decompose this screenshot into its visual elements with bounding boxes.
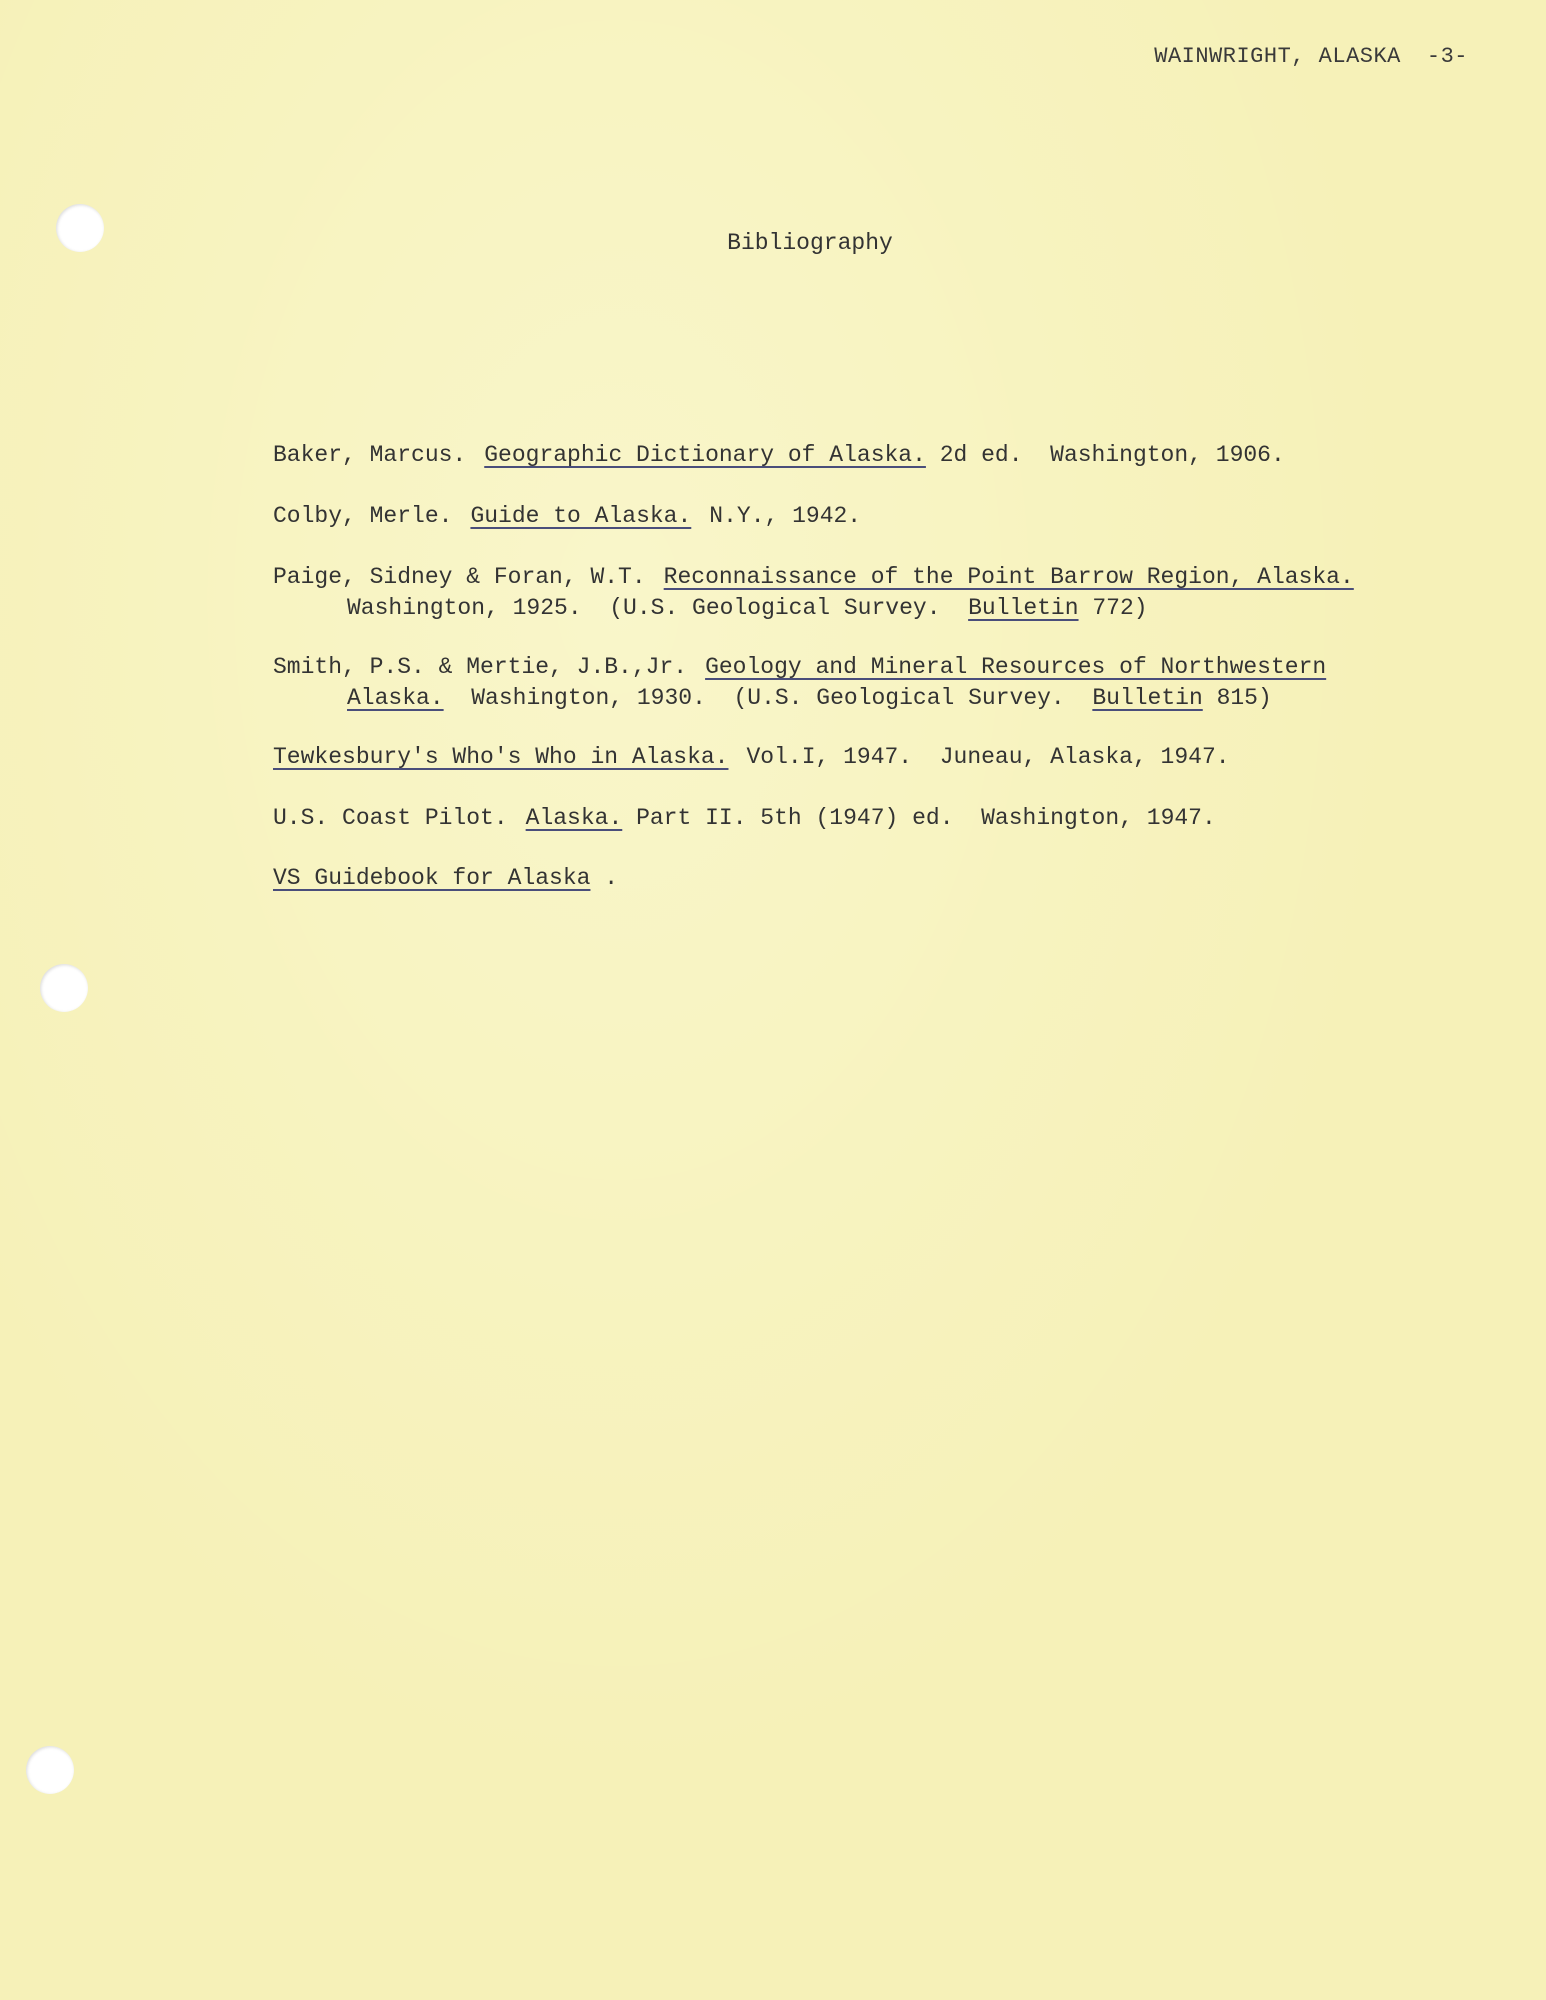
page-header <box>1154 44 1468 69</box>
bibliography-entry-baker <box>273 440 1285 471</box>
bibliography-entry-smith <box>273 652 1326 714</box>
entry-details: . <box>604 865 619 891</box>
header-place: WAINWRIGHT, ALASKA <box>1154 44 1401 69</box>
bibliography-entry-tewkesbury <box>273 742 1230 773</box>
punch-hole-bottom <box>26 1746 74 1794</box>
page-number: -3- <box>1426 44 1468 69</box>
entry-details-number: 772) <box>1092 595 1148 621</box>
entry-details-number: 815) <box>1216 685 1272 711</box>
page-title: Bibliography <box>727 230 893 256</box>
entry-author: Colby, Merle. <box>273 503 453 529</box>
entry-title: Guide to Alaska. <box>470 503 692 529</box>
entry-title: Tewkesbury's Who's Who in Alaska. <box>273 744 729 770</box>
entry-author: U.S. Coast Pilot. <box>273 805 508 831</box>
entry-details: N.Y., 1942. <box>709 503 862 529</box>
bibliography-entry-vs-guidebook <box>273 863 618 894</box>
entry-details: Part II. 5th (1947) ed. Washington, 1947. <box>636 805 1216 831</box>
bibliography-entry-coast-pilot <box>273 803 1216 834</box>
entry-title: Geographic Dictionary of Alaska. <box>484 442 926 468</box>
entry-title: Reconnaissance of the Point Barrow Region, Alaska. <box>663 564 1354 590</box>
entry-title: Alaska. <box>525 805 623 831</box>
entry-title-line2: Alaska. <box>347 685 444 711</box>
entry-author: Baker, Marcus. <box>273 442 467 468</box>
entry-author: Paige, Sidney & Foran, W.T. <box>273 564 646 590</box>
punch-hole-middle <box>40 964 88 1012</box>
bibliography-entry-paige <box>273 562 1354 624</box>
entry-title: VS Guidebook for Alaska <box>273 865 591 891</box>
entry-author: Smith, P.S. & Mertie, J.B.,Jr. <box>273 654 688 680</box>
entry-details: Washington, 1930. (U.S. Geological Survey. <box>471 685 1065 711</box>
entry-details: 2d ed. Washington, 1906. <box>939 442 1285 468</box>
entry-continuation <box>273 683 1326 714</box>
entry-continuation <box>273 593 1354 624</box>
entry-series: Bulletin <box>968 595 1079 621</box>
entry-details: Vol.I, 1947. Juneau, Alaska, 1947. <box>746 744 1230 770</box>
entry-title-line1: Geology and Mineral Resources of Northwestern <box>705 654 1327 680</box>
bibliography-entry-colby <box>273 501 861 532</box>
entry-series: Bulletin <box>1092 685 1203 711</box>
entry-details: Washington, 1925. (U.S. Geological Survey. <box>347 595 941 621</box>
